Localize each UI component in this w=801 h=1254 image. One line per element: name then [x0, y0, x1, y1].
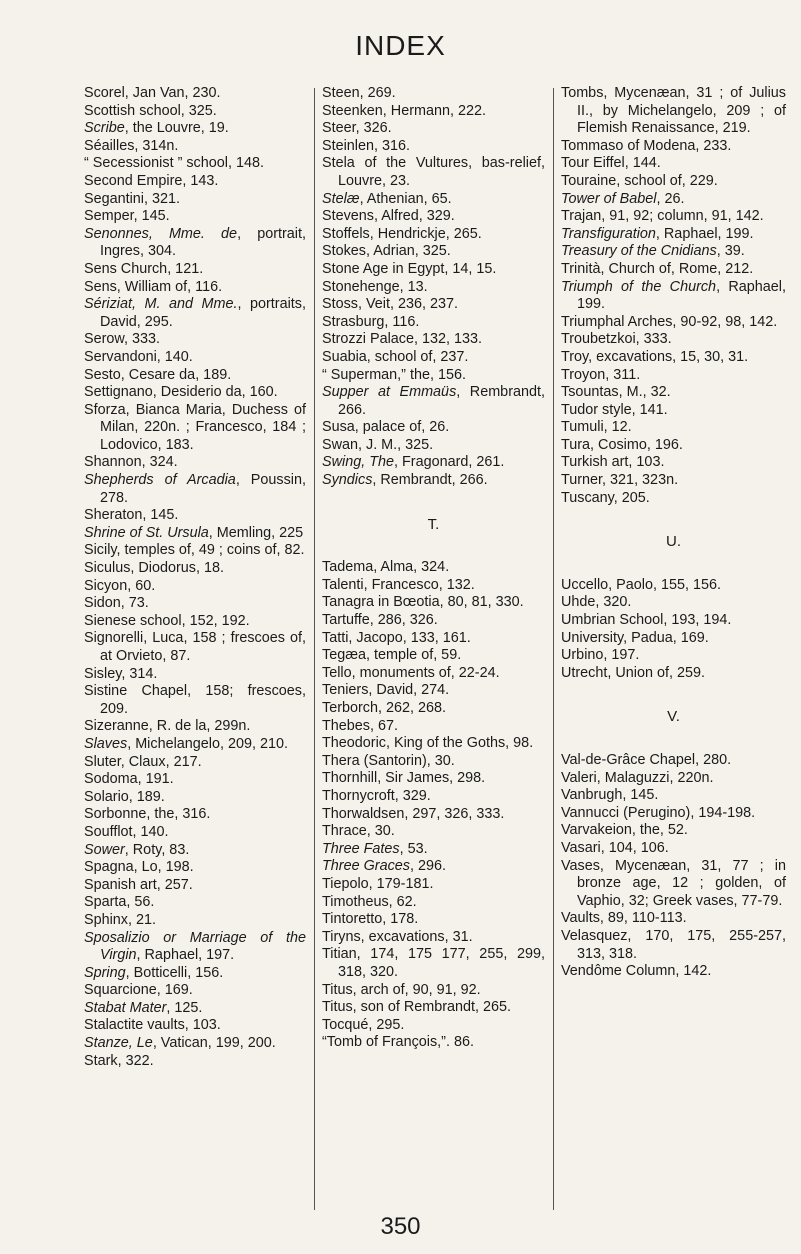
index-entry: “Tomb of François,”. 86.: [322, 1034, 474, 1051]
index-entry: Spagna, Lo, 198.: [84, 859, 194, 876]
index-entry: Tintoretto, 178.: [322, 911, 419, 928]
index-entry: Tuscany, 205.: [561, 489, 650, 506]
index-entry: Syndics, Rembrandt, 266.: [322, 472, 488, 489]
section-heading-u: U.: [666, 533, 681, 551]
index-entry: Soufflot, 140.: [84, 823, 169, 840]
index-entry: Stokes, Adrian, 325.: [322, 243, 451, 260]
index-entry: Vanbrugh, 145.: [561, 787, 659, 804]
index-entry: Theodoric, King of the Goths, 98.: [322, 735, 534, 752]
index-entry: Sistine Chapel, 158; frescoes, 209.: [84, 683, 306, 717]
index-column-1: [84, 85, 306, 1070]
index-entry: Siculus, Diodorus, 18.: [84, 560, 224, 577]
index-entry: Urbino, 197.: [561, 647, 640, 664]
page-title: INDEX: [355, 30, 446, 61]
index-entry: Scorel, Jan Van, 230.: [84, 85, 221, 101]
index-entry: Sisley, 314.: [84, 665, 158, 682]
index-entry: Sposalizio or Marriage of the Virgin, Raphael, 197.: [84, 929, 306, 964]
index-entry: Uccello, Paolo, 155, 156.: [561, 576, 721, 593]
index-entry: Serow, 333.: [84, 331, 161, 348]
index-entry: Stelæ, Athenian, 65.: [322, 190, 452, 207]
index-entry: Touraine, school of, 229.: [561, 172, 718, 189]
index-entry: Suabia, school of, 237.: [322, 348, 469, 365]
index-entry: Stabat Mater, 125.: [84, 999, 203, 1016]
index-entry: Sphinx, 21.: [84, 911, 157, 928]
column-divider: [314, 88, 315, 1210]
index-entry: Transfiguration, Raphael, 199.: [561, 225, 754, 242]
index-entry: Shepherds of Arcadia, Poussin, 278.: [84, 472, 306, 506]
index-entry: Tombs, Mycenæan, 31 ; of Julius II., by Michelangelo, 209 ; of Flemish Renaissance, 219.: [561, 85, 786, 137]
index-entry: Titian, 174, 175 177, 255, 299, 318, 320.: [322, 946, 545, 980]
index-entry: Stevens, Alfred, 329.: [322, 208, 455, 225]
index-entry: Steenken, Hermann, 222.: [322, 102, 486, 119]
index-entry: “ Superman,” the, 156.: [322, 366, 466, 383]
index-entry: Tocqué, 295.: [322, 1016, 405, 1033]
index-entry: Steen, 269.: [322, 85, 396, 101]
index-entry: Supper at Emmaüs, Rembrandt, 266.: [322, 384, 545, 418]
index-entry: Three Graces, 296.: [322, 858, 446, 875]
index-entry: Triumph of the Church, Raphael, 199.: [561, 278, 786, 313]
index-entry: Shannon, 324.: [84, 454, 178, 471]
index-entry: Slaves, Michelangelo, 209, 210.: [84, 735, 289, 752]
index-entry: Tadema, Alma, 324.: [322, 559, 450, 576]
index-entry: Sens, William of, 116.: [84, 278, 223, 295]
index-entry: Swan, J. M., 325.: [322, 436, 434, 453]
index-entry: Sens Church, 121.: [84, 260, 204, 277]
index-entry: Sériziat, M. and Mme., portraits, David, 295.: [84, 296, 306, 330]
index-entry: Talenti, Francesco, 132.: [322, 576, 475, 593]
index-entry: Shrine of St. Ursula, Memling, 225: [84, 524, 304, 541]
index-entry: Umbrian School, 193, 194.: [561, 612, 732, 629]
index-entry: Stela of the Vultures, bas-relief, Louvre, 23.: [322, 155, 545, 189]
index-entry: Scottish school, 325.: [84, 102, 217, 119]
index-entry: Tatti, Jacopo, 133, 161.: [322, 629, 471, 646]
index-entry: Tartuffe, 286, 326.: [322, 612, 438, 629]
index-entry: Sienese school, 152, 192.: [84, 612, 250, 629]
index-entry: Troyon, 311.: [561, 366, 641, 383]
index-entry: Tanagra in Bœotia, 80, 81, 330.: [322, 594, 524, 611]
index-entry: Tommaso of Modena, 233.: [561, 137, 732, 154]
index-entry: Stonehenge, 13.: [322, 278, 428, 295]
index-entry: Treasury of the Cnidians, 39.: [561, 243, 745, 260]
index-column-2: [322, 85, 545, 1052]
index-entry: Strozzi Palace, 132, 133.: [322, 331, 482, 348]
index-entry: Turner, 321, 323n.: [561, 472, 679, 489]
index-entry: Vendôme Column, 142.: [561, 963, 712, 980]
index-entry: Varvakeion, the, 52.: [561, 822, 688, 839]
index-entry: Second Empire, 143.: [84, 172, 219, 189]
index-entry: Segantini, 321.: [84, 190, 181, 207]
index-entry: Tello, monuments of, 22-24.: [322, 664, 500, 681]
index-entry: Solario, 189.: [84, 788, 165, 805]
section-heading-v: V.: [667, 708, 680, 726]
index-entry: Tegæa, temple of, 59.: [322, 647, 462, 664]
index-entry: Steer, 326.: [322, 120, 392, 137]
index-entry: Stone Age in Egypt, 14, 15.: [322, 260, 497, 277]
index-entry: Tiepolo, 179-181.: [322, 875, 434, 892]
index-entry: Sheraton, 145.: [84, 507, 179, 524]
index-entry: Troy, excavations, 15, 30, 31.: [561, 348, 749, 365]
index-entry: Stoffels, Hendrickje, 265.: [322, 225, 482, 242]
index-entry: Thornycroft, 329.: [322, 787, 431, 804]
index-entry: Thrace, 30.: [322, 823, 395, 840]
page-number: 350: [380, 1213, 421, 1240]
index-entry: Tiryns, excavations, 31.: [322, 928, 473, 945]
index-entry: Troubetzkoi, 333.: [561, 331, 672, 348]
index-entry: Timotheus, 62.: [322, 893, 417, 910]
index-entry: Velasquez, 170, 175, 255-257, 313, 318.: [561, 927, 786, 962]
index-entry: Titus, son of Rembrandt, 265.: [322, 999, 512, 1016]
index-entry: Trajan, 91, 92; column, 91, 142.: [561, 208, 764, 225]
index-entry: Tudor style, 141.: [561, 401, 668, 418]
index-entry: Uhde, 320.: [561, 594, 632, 611]
index-entry: Swing, The, Fragonard, 261.: [322, 454, 505, 471]
index-entry: Turkish art, 103.: [561, 454, 665, 471]
index-entry: Spring, Botticelli, 156.: [84, 964, 224, 981]
index-entry: “ Secessionist ” school, 148.: [84, 155, 264, 172]
index-entry: Spanish art, 257.: [84, 876, 193, 893]
index-entry: Steinlen, 316.: [322, 137, 411, 154]
index-entry: Stark, 322.: [84, 1052, 154, 1069]
index-entry: Three Fates, 53.: [322, 840, 428, 857]
index-entry: Stanze, Le, Vatican, 199, 200.: [84, 1035, 276, 1052]
index-entry: Vasari, 104, 106.: [561, 839, 669, 856]
index-entry: Thebes, 67.: [322, 717, 399, 734]
column-divider: [553, 88, 554, 1210]
index-entry: Semper, 145.: [84, 208, 170, 225]
index-entry: Sidon, 73.: [84, 595, 149, 612]
index-entry: Utrecht, Union of, 259.: [561, 664, 705, 681]
index-entry: Thornhill, Sir James, 298.: [322, 770, 486, 787]
index-entry: Sicily, temples of, 49 ; coins of, 82.: [84, 542, 305, 559]
index-entry: Terborch, 262, 268.: [322, 700, 446, 716]
section-heading-t: T.: [427, 515, 440, 533]
index-entry: Sower, Roty, 83.: [84, 841, 190, 858]
index-entry: Sforza, Bianca Maria, Duchess of Milan, 220n. ; Francesco, 184 ; Lodovico, 183.: [84, 401, 306, 453]
index-entry: Stalactite vaults, 103.: [84, 1017, 221, 1034]
index-entry: Sizeranne, R. de la, 299n.: [84, 718, 251, 735]
index-entry: Settignano, Desiderio da, 160.: [84, 384, 278, 401]
index-column-3: [561, 85, 786, 981]
index-entry: Triumphal Arches, 90-92, 98, 142.: [561, 313, 778, 330]
index-entry: Servandoni, 140.: [84, 348, 193, 365]
index-entry: Susa, palace of, 26.: [322, 419, 450, 436]
index-entry: Sicyon, 60.: [84, 577, 156, 594]
index-entry: Valeri, Malaguzzi, 220n.: [561, 769, 714, 786]
index-entry: Signorelli, Luca, 158 ; frescoes of, at Orvieto, 87.: [84, 630, 306, 664]
index-entry: Thorwaldsen, 297, 326, 333.: [322, 805, 505, 822]
index-entry: Senonnes, Mme. de, portrait, Ingres, 304.: [84, 225, 306, 260]
index-entry: Titus, arch of, 90, 91, 92.: [322, 981, 481, 998]
index-entry: Strasburg, 116.: [322, 313, 420, 330]
index-entry: Trinità, Church of, Rome, 212.: [561, 260, 754, 277]
index-entry: Tower of Babel, 26.: [561, 190, 685, 207]
index-entry: Thera (Santorin), 30.: [322, 752, 455, 769]
index-entry: Sorbonne, the, 316.: [84, 806, 211, 823]
index-entry: Tumuli, 12.: [561, 419, 632, 436]
index-entry: Tsountas, M., 32.: [561, 384, 671, 401]
index-entry: Sesto, Cesare da, 189.: [84, 366, 232, 383]
index-entry: Sluter, Claux, 217.: [84, 753, 202, 770]
index-entry: Scribe, the Louvre, 19.: [84, 120, 229, 137]
index-entry: Squarcione, 169.: [84, 982, 193, 999]
index-entry: Teniers, David, 274.: [322, 682, 450, 699]
index-entry: Séailles, 314n.: [84, 137, 179, 154]
index-entry: Tour Eiffel, 144.: [561, 155, 661, 172]
index-entry: Vases, Mycenæan, 31, 77 ; in bronze age, 12 ; golden, of Vaphio, 32; Greek vases, 77-79.: [561, 857, 786, 909]
index-entry: Val-de-Grâce Chapel, 280.: [561, 752, 732, 768]
index-entry: Sodoma, 191.: [84, 771, 174, 788]
index-entry: Sparta, 56.: [84, 894, 155, 911]
index-entry: Tura, Cosimo, 196.: [561, 436, 683, 453]
index-entry: Vannucci (Perugino), 194-198.: [561, 804, 756, 821]
index-entry: Vaults, 89, 110-113.: [561, 910, 687, 927]
index-entry: University, Padua, 169.: [561, 629, 709, 646]
index-entry: Stoss, Veit, 236, 237.: [322, 296, 459, 313]
